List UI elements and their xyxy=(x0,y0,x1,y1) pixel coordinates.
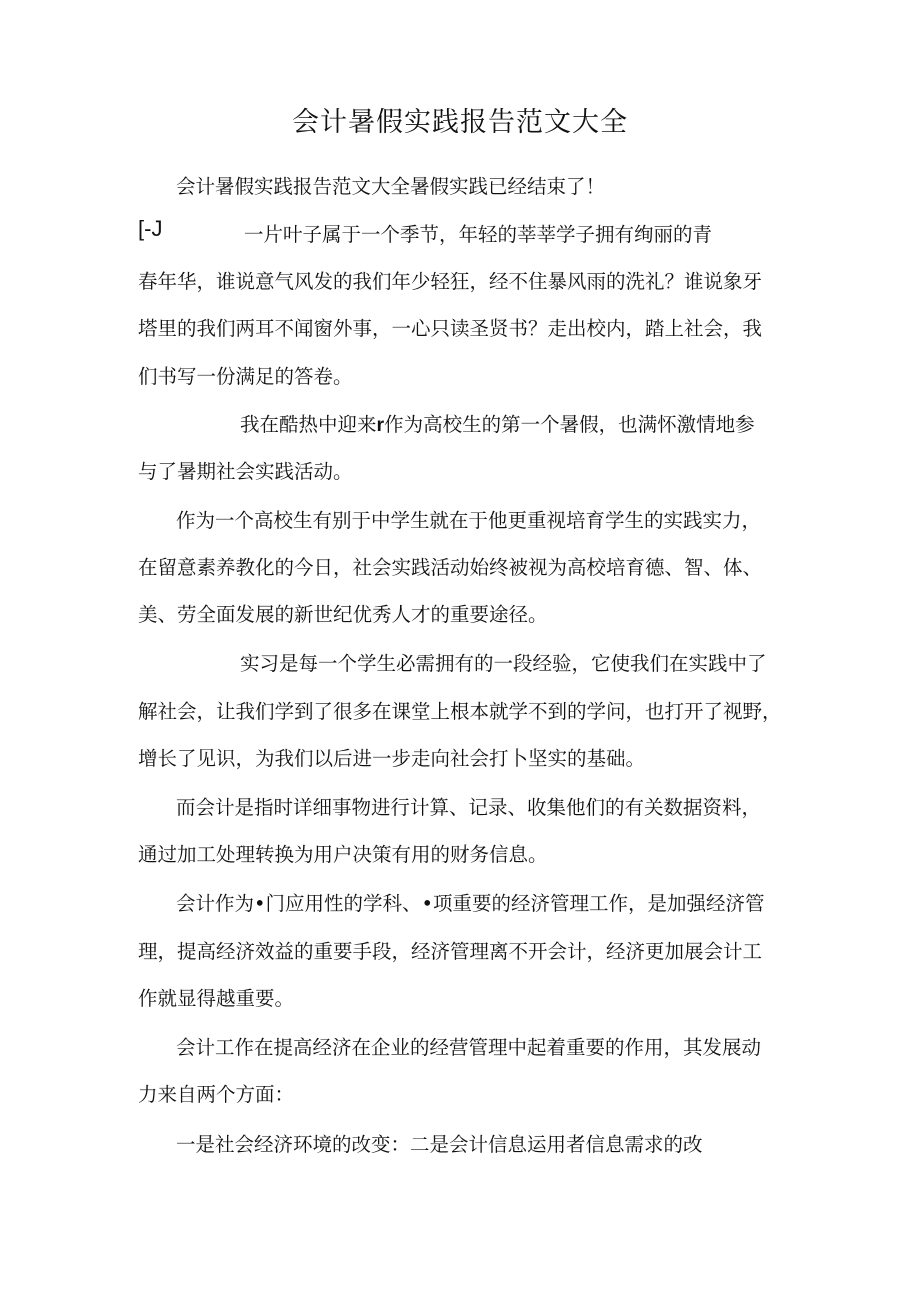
paragraph-line: 作为一个高校生有别于中学生就在于他更重视培育学生的实践实力， xyxy=(176,509,762,532)
paragraph-line: 与了暑期社会实践活动。 xyxy=(138,460,353,483)
text-run: r xyxy=(376,414,385,436)
paragraph-line: 而会计是指时详细事物进行计算、记录、收集他们的有关数据资料， xyxy=(176,796,762,819)
paragraph-line: 通过加工处理转换为用户决策有用的财务信息。 xyxy=(138,843,548,866)
paragraph-line: 实习是每一个学生必需拥有的一段经验，它使我们在实践中了 xyxy=(240,652,767,675)
paragraph-line: 会计工作在提高经济在企业的经营管理中起着重要的作用，其发展动 xyxy=(176,1036,762,1059)
paragraph-line: 塔里的我们两耳不闻窗外事，一心只读圣贤书？走出校内，踏上社会，我 xyxy=(138,317,763,340)
section-marker: [-J xyxy=(138,216,163,241)
paragraph-line: 会计暑假实践报告范文大全暑假实践已经结束了！ xyxy=(176,175,606,198)
paragraph-line: 力来自两个方面： xyxy=(138,1083,295,1106)
paragraph-line: 会计作为•门应用性的学科、•项重要的经济管理工作，是加强经济管 xyxy=(176,892,765,915)
paragraph-line: 解社会，让我们学到了很多在课堂上根本就学不到的学问，也打开了视野， xyxy=(138,700,782,723)
document-title: 会计暑假实践报告范文大全 xyxy=(292,107,628,138)
paragraph-line: 理，提高经济效益的重要手段，经济管理离不开会计，经济更加展会计工 xyxy=(138,940,763,963)
paragraph-line: 们书写一份满足的答卷。 xyxy=(138,365,353,388)
paragraph-line: 一片叶子属于一个季节，年轻的莘莘学子拥有绚丽的青 xyxy=(244,223,713,246)
paragraph-line: 在留意素养教化的今日，社会实践活动始终被视为高校培育德、智、体、 xyxy=(138,556,763,579)
paragraph-line: 增长了见识，为我们以后进一步走向社会打卜坚实的基础。 xyxy=(138,747,646,770)
paragraph-line: 一是社会经济环境的改变：二是会计信息运用者信息需求的改 xyxy=(176,1133,703,1156)
paragraph-line: 美、劳全面发展的新世纪优秀人才的重要途径。 xyxy=(138,603,548,626)
paragraph-line: 作就显得越重要。 xyxy=(138,987,295,1010)
paragraph-line: 春年华，谁说意气风发的我们年少轻狂，经不住暴风雨的洗礼？谁说象牙 xyxy=(138,270,763,293)
paragraph-line xyxy=(240,410,755,440)
text-run: 我在酷热中迎来 xyxy=(240,413,377,436)
text-run: 作为高校生的第一个暑假，也满怀激情地参 xyxy=(384,413,755,436)
